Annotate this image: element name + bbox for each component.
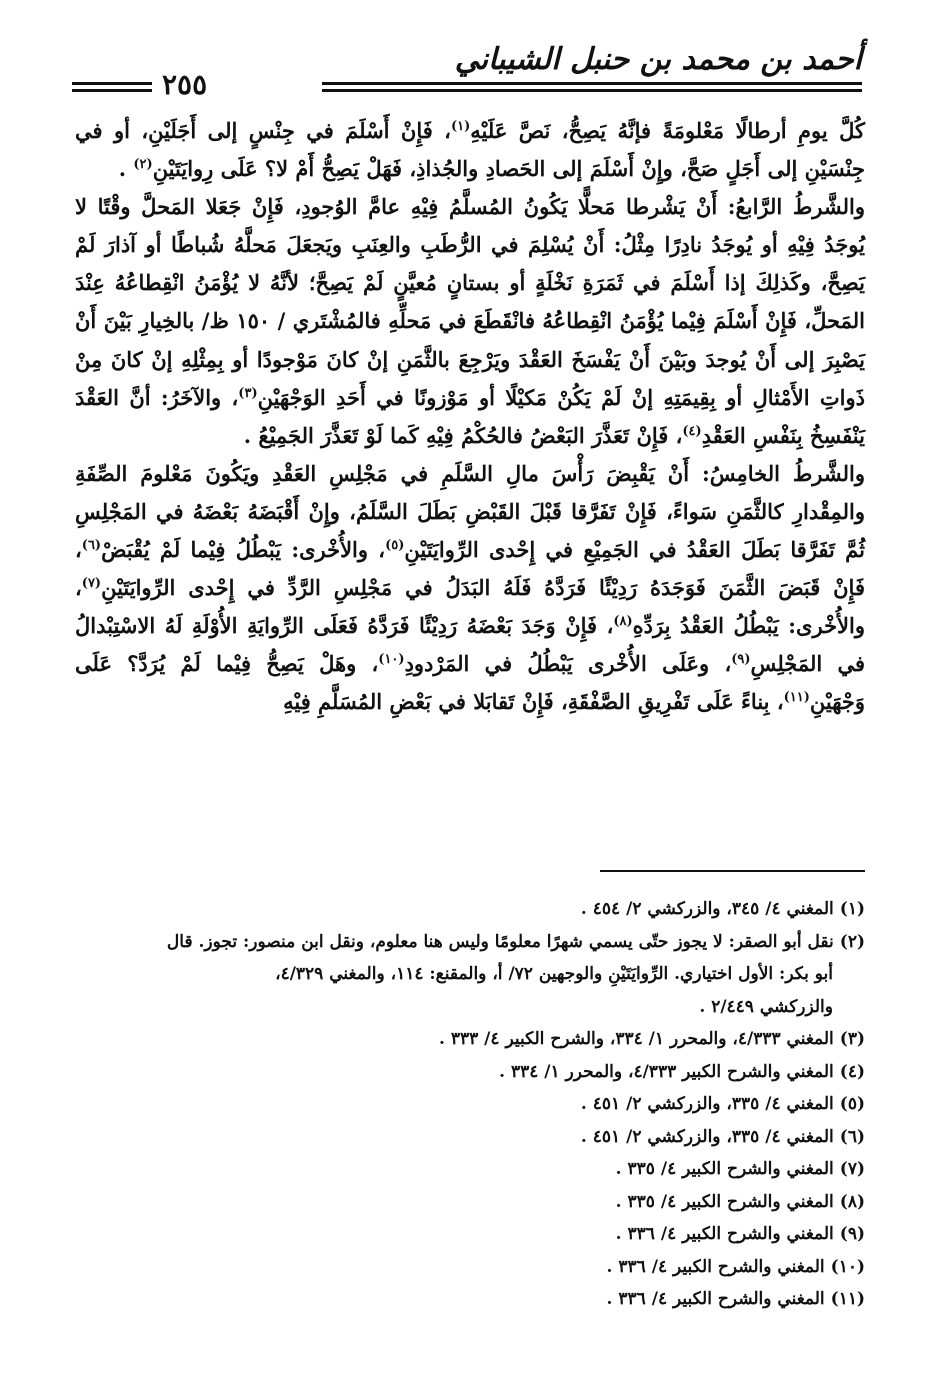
footnote-ref[interactable]: (١٠): [378, 652, 405, 668]
footnote-ref[interactable]: (١١): [783, 690, 810, 706]
footnote-number: (٤): [839, 1061, 865, 1082]
paragraph-2: [75, 188, 865, 455]
footnote-9: [75, 1218, 865, 1251]
text-run: ، فَإِنْ وَجَدَ بَعْضَهُ رَدِيْئًا فَرَدَّهُ فَعَلَى الرِّوايَةِ الأُوْلَةِ لَهُ الاسْتِبْدالُ في المَجْلِسِ: [75, 613, 866, 677]
text-run: ، فَإِنْ تَعَذَّرَ البَعْضُ فالحُكْمُ فِيْهِ كَما لَوْ تَعَذَّرَ الجَمِيْعُ .: [243, 422, 683, 448]
text-run: كُلَّ يومِ أرطالًا مَعْلومَةً فإنَّهُ يَصِحُّ، نَصَّ عَلَيْهِ: [470, 118, 865, 143]
footnote-2-continuation: أبو بكر: الأول اختياري. الرِّوايَتَيْنِ والوجهين ٧٢/ أ، والمقنع: ١١٤، والمغني ٤/٣٢٩،: [275, 964, 833, 984]
text-run: ، فَإِنْ قَبَضَ الثَّمَنَ فَوَجَدَهُ رَدِيْئًا فَرَدَّهُ فَلَهُ البَدَلُ في مَجْلِسِ الرَّدِّ في إِحْدى الرِّوايَتَيْنِ: [75, 537, 865, 601]
text-run: ، والأُخْرى: يَبْطُلُ فِيْما لَمْ يُقْبَضْ: [101, 537, 386, 563]
footnote-number: (٣): [839, 1029, 865, 1049]
footnote-11: [75, 1283, 865, 1316]
footnote-2-continuation: والزركشي ٢/٤٤٩ .: [699, 996, 833, 1017]
paragraph-1: [75, 112, 865, 188]
text-run: والشَّرطُ الخامِسُ: أَنْ يَقْبِضَ رَأْسَ مالِ السَّلَمِ في مَجْلِسِ العَقْدِ ويَكُونَ مَعْلومَ الصِّفَةِ والمِقْدارِ كالثَّمَنِ سَواءً، فَإِنْ تَفَرَّقا قَبْلَ القَبْضِ بَطَلَ السَّلَمُ، وإِنْ أَقْبَضَهُ بَعْضَهُ في المَجْلِسِ ثُمَّ تَفَرَّقا بَطَلَ العَقْدُ في الجَمِيْعِ في إِحْدى الرِّوايَتَيْنِ: [75, 460, 865, 563]
text-run: ، فَإِنْ أَسْلَمَ في جِنْسٍ إلى أَجَلَيْنِ، أو في جِنْسَيْنِ إلى أَجَلٍ صَحَّ، وإِنْ أَسْلَمَ إلى الحَصادِ والجُذاذِ، فَهَلْ يَصِحُّ أَمْ لا؟ عَلَى رِوايَتَيْنِ: [75, 118, 865, 182]
footnote-text: المغني والشرح الكبير ٤/ ٣٣٦ .: [606, 1256, 825, 1277]
text-run: ، بِناءً عَلَى تَفْرِيقِ الصَّفْقَةِ، فَإِنْ تَقابَلا في بَعْضِ المُسَلَّمِ فِيْهِ: [283, 689, 784, 715]
footnote-text: المغني والشرح الكبير ٤/ ٣٣٦ .: [606, 1289, 825, 1309]
footnotes: [75, 893, 865, 1316]
footnote-divider: [600, 870, 865, 872]
header-double-rule-left: [72, 82, 152, 92]
footnote-number: (١): [839, 899, 865, 919]
footnote-4: [75, 1056, 865, 1089]
footnote-text: المغني ٤/ ٣٣٥، والزركشي ٢/ ٤٥١ .: [580, 1094, 834, 1114]
footnote-10: [75, 1251, 865, 1284]
footnote-ref[interactable]: (١): [450, 119, 471, 134]
text-run: ، والأُخْرى: يَبْطُلُ العَقْدُ بِرَدِّهِ: [75, 575, 865, 639]
footnote-7: [75, 1153, 865, 1186]
text-run: ، والآخَرُ: أنَّ العَقْدَ يَنْفَسِخُ بِنَفْسِ العَقْدِ: [75, 384, 865, 448]
footnote-5: [75, 1088, 865, 1121]
header-title: أحمد بن محمد بن حنبل الشيباني: [454, 42, 862, 77]
page-number: ٢٥٥: [162, 68, 208, 101]
paragraph-3: [75, 455, 865, 722]
footnote-text: المغني والشرح الكبير ٤/ ٣٣٦ .: [615, 1224, 834, 1244]
footnote-text: المغني والشرح الكبير ٤/ ٣٣٥ .: [615, 1159, 834, 1179]
footnote-text: المغني ٤/٣٣٣، والمحرر ١/ ٣٣٤، والشرح الكبير ٤/ ٣٣٣ .: [439, 1029, 834, 1049]
footnote-8: [75, 1186, 865, 1219]
footnote-text: المغني ٤/ ٣٤٥، والزركشي ٢/ ٤٥٤ .: [580, 899, 834, 919]
footnote-number: (٨): [839, 1191, 865, 1212]
footnote-number: (٩): [839, 1224, 865, 1244]
footnote-text: المغني ٤/ ٣٣٥، والزركشي ٢/ ٤٥١ .: [580, 1126, 834, 1147]
footnote-6: [75, 1121, 865, 1154]
footnote-ref[interactable]: (٨): [613, 614, 633, 630]
footnote-ref[interactable]: (٢): [133, 157, 153, 173]
footnote-number: (١١): [830, 1289, 865, 1309]
footnote-text: نقل أبو الصقر: لا يجوز حتّى يسمي شهرًا معلومًا وليس هنا معلوم، ونقل ابن منصور: تجوز. قال: [166, 931, 834, 952]
footnote-ref[interactable]: (٧): [81, 576, 102, 592]
text-run: .: [118, 156, 134, 182]
text-run: ، وعَلَى الأُخْرى يَبْطُلُ في المَرْدودِ: [404, 651, 732, 677]
footnote-number: (٦): [839, 1126, 865, 1147]
main-text: [75, 112, 865, 722]
footnote-ref[interactable]: (٦): [81, 538, 102, 554]
footnote-3: [75, 1023, 865, 1056]
footnote-2: [75, 926, 865, 959]
footnote-ref[interactable]: (٤): [682, 423, 702, 439]
footnote-number: (٥): [839, 1094, 865, 1114]
footnote-ref[interactable]: (٩): [731, 652, 751, 668]
footnote-1: [75, 893, 865, 926]
running-header: [72, 40, 862, 100]
footnote-text: المغني والشرح الكبير ٤/٣٣٣، والمحرر ١/ ٣٣٤ .: [499, 1061, 834, 1082]
footnote-text: المغني والشرح الكبير ٤/ ٣٣٥ .: [615, 1191, 834, 1212]
text-run: ، وهَلْ يَصِحُّ فِيْما لَمْ يُرَدَّ؟ عَلَى وَجْهَيْنِ: [75, 651, 865, 715]
footnote-ref[interactable]: (٥): [385, 538, 405, 554]
footnote-ref[interactable]: (٣): [238, 385, 258, 401]
footnote-number: (٧): [839, 1159, 865, 1179]
text-run: والشَّرطُ الرَّابعُ: أَنْ يَشْرطا مَحلًّا يَكُونُ المُسلَّمُ فِيْهِ عامَّ الوُجودِ، فَإِنْ جَعَلا المَحلَّ وقْتًا لا يُوجَدُ فِيْهِ أو يُوجَدُ نادِرًا مِثْلُ: أَنْ يُسْلِمَ في الرُّطَبِ والعِنَبِ ويَجعَلَ مَحلَّهُ شُباطًا أو آذارَ لَمْ يَصِحَّ، وكَذلِكَ إذا أَسْلَمَ في ثَمَرَةِ نَخْلَةٍ أو بستانٍ مُعيَّنٍ لَمْ يَصِحَّ؛ لأنَّهُ لا يُؤْمَنُ انْقِطاعُهُ عِنْدَ المَحلِّ، فَإِنْ أَسْلَمَ فِيْما يُؤْمَنُ انْقِطاعُهُ فانْقَطَعَ في مَحلِّهِ فالمُشْتَري / ١٥٠ ظ/ بالخِيارِ بَيْنَ أَنْ يَصْبِرَ إلى أَنْ يُوجدَ وبَيْنَ أَنْ يَفْسَخَ العَقْدَ ويَرْجِعَ بالثَّمَنِ إنْ كانَ مَوْجودًا أو بِمِثْلِهِ إنْ كانَ مِنْ ذَواتِ الأَمْثالِ أو بِقِيمَتِهِ إنْ لَمْ يَكُنْ مَكيْلًا أو مَوْزونًا في أَحَدِ الوَجْهَيْنِ: [75, 194, 865, 410]
header-double-rule-right: [322, 82, 862, 92]
footnote-number: (١٠): [830, 1256, 865, 1277]
footnote-number: (٢): [839, 931, 865, 952]
